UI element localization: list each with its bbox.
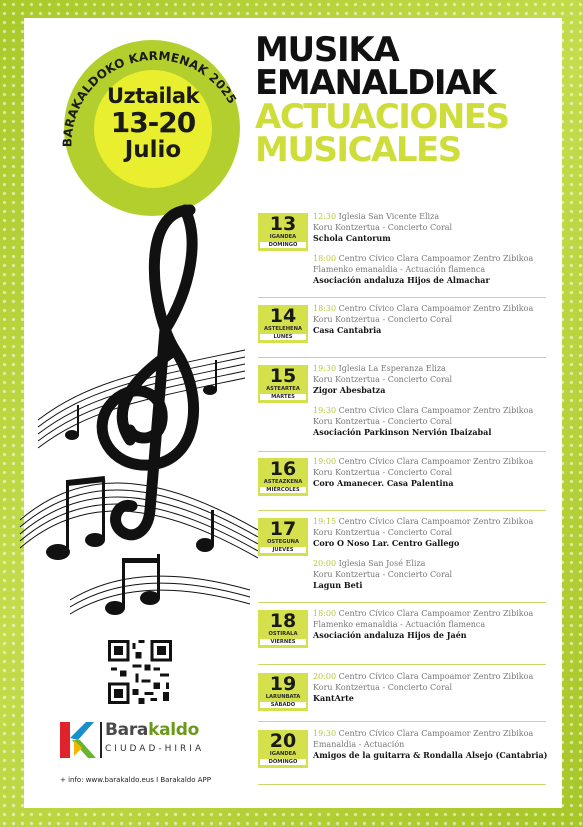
logo-name: Barakaldo	[105, 720, 200, 740]
slot-type: Koru Kontzertua - Concierto Coral	[313, 528, 453, 537]
slot-performer: Asociación Parkinson Nervión Ibaizabal	[313, 427, 492, 437]
slot-type: Koru Kontzertua - Concierto Coral	[313, 417, 453, 426]
slot-performer: Asociación andaluza Hijos de Jaén	[313, 630, 467, 640]
slot-performer: Amigos de la guitarra & Rondalla Alsejo (Cantabria)	[313, 750, 548, 760]
title-line-3: ACTUACIONES	[255, 96, 509, 137]
badge-arc-label: BARAKALDOKO KARMENAK 2025	[60, 48, 240, 148]
weekday-eu: ASTEARTEA	[266, 386, 300, 392]
slot-type: Koru Kontzertua - Concierto Coral	[313, 683, 453, 692]
weekday-es: VIERNES	[260, 639, 306, 646]
slot-performer: Asociación andaluza Hijos de Almachar	[313, 275, 490, 285]
day-number: 18	[269, 610, 297, 632]
event-slot	[313, 671, 533, 704]
slot-venue: Centro Cívico Clara Campoamor Zentro Zibikoa	[336, 254, 534, 263]
event-day-20	[258, 728, 546, 785]
weekday-es: SÁBADO	[260, 702, 306, 709]
event-slot	[313, 405, 533, 438]
slot-performer: Schola Cantorum	[313, 233, 391, 243]
slot-type: Koru Kontzertua - Concierto Coral	[313, 315, 453, 324]
slot-time: 18:00	[313, 254, 337, 263]
slot-time: 20:00	[313, 559, 337, 568]
weekday-eu: LARUNBATA	[265, 694, 301, 700]
slot-type: Emanaldia - Actuación	[313, 740, 405, 749]
date-box	[258, 730, 308, 768]
slot-venue: Iglesia San José Eliza	[336, 559, 426, 568]
weekday-es: DOMINGO	[260, 242, 306, 249]
weekday-eu: OSTIRALA	[268, 631, 298, 637]
date-box	[258, 365, 308, 403]
day-number: 20	[269, 730, 297, 752]
event-slot	[313, 456, 533, 489]
slot-time: 18:00	[313, 609, 337, 618]
slot-time: 19:15	[313, 517, 337, 526]
poster-title	[255, 30, 509, 170]
slot-type: Flamenko emanaldia - Actuación flamenca	[313, 620, 486, 629]
slot-performer: Coro Amanecer. Casa Palentina	[313, 478, 454, 488]
badge-month-eu: Uztailak	[106, 84, 200, 108]
barakaldo-logo-text	[105, 720, 204, 754]
slot-time-venue	[313, 608, 533, 619]
weekday-eu: ASTEAZKENA	[263, 479, 303, 485]
event-slot	[313, 558, 452, 591]
date-box	[258, 518, 308, 556]
date-box	[258, 305, 308, 343]
slot-venue: Iglesia La Esperanza Eliza	[336, 364, 446, 373]
weekday-es: JUEVES	[260, 547, 306, 554]
day-number: 17	[269, 518, 297, 540]
logo-subtitle: CIUDAD-HIRIA	[105, 744, 205, 754]
slot-type: Flamenko emanaldia - Actuación flamenca	[313, 265, 486, 274]
slot-time: 19:30	[313, 364, 337, 373]
slot-time: 19:30	[313, 406, 337, 415]
event-day-19	[258, 671, 546, 722]
treble-clef-illustration	[0, 180, 270, 630]
weekday-eu: ASTELEHENA	[264, 326, 302, 332]
day-number: 19	[269, 673, 297, 695]
event-day-17	[258, 516, 546, 603]
event-day-15	[258, 363, 546, 452]
weekday-es: MARTES	[260, 394, 306, 401]
weekday-es: MIÉRCOLES	[260, 487, 306, 494]
slot-venue: Centro Cívico Clara Campoamor Zentro Zibikoa	[336, 517, 534, 526]
event-day-16	[258, 456, 546, 511]
slot-time: 18:30	[313, 304, 337, 313]
slot-performer: Zigor Abesbatza	[313, 385, 386, 395]
slot-type: Koru Kontzertua - Concierto Coral	[313, 570, 453, 579]
weekday-eu: OSTEGUNA	[266, 539, 300, 545]
slot-type: Koru Kontzertua - Concierto Coral	[313, 223, 453, 232]
slot-performer: KantArte	[313, 693, 354, 703]
slot-venue: Centro Cívico Clara Campoamor Zentro Zibikoa	[336, 457, 534, 466]
badge-month-es: Julio	[124, 137, 182, 163]
event-slot	[313, 728, 547, 761]
event-slot	[313, 303, 533, 336]
day-number: 15	[269, 365, 297, 387]
slot-time: 19:30	[313, 729, 337, 738]
event-day-18	[258, 608, 546, 665]
slot-time-venue	[313, 211, 452, 222]
date-box	[258, 673, 308, 711]
slot-time: 19:00	[313, 457, 337, 466]
slot-time-venue	[313, 405, 533, 416]
day-number: 14	[269, 305, 297, 327]
slot-time: 12:30	[313, 212, 337, 221]
title-line-1: MUSIKA	[255, 30, 399, 70]
slot-performer: Coro O Noso Lar. Centro Gallego	[313, 538, 460, 548]
qr-code[interactable]	[108, 640, 172, 704]
slot-performer: Casa Cantabria	[313, 325, 382, 335]
slot-time-venue	[313, 558, 452, 569]
date-box	[258, 458, 308, 496]
weekday-eu: IGANDEA	[269, 234, 297, 240]
event-day-13	[258, 211, 546, 298]
event-day-14	[258, 303, 546, 358]
slot-time-venue	[313, 516, 533, 527]
event-slot	[313, 608, 533, 641]
slot-time-venue	[313, 363, 452, 374]
slot-venue: Centro Cívico Clara Campoamor Zentro Zibikoa	[336, 406, 534, 415]
slot-time: 20:00	[313, 672, 337, 681]
event-slot	[313, 363, 452, 396]
slot-venue: Centro Cívico Clara Campoamor Zentro Zibikoa	[336, 304, 534, 313]
slot-performer: Lagun Beti	[313, 580, 363, 590]
date-box	[258, 213, 308, 251]
day-number: 16	[269, 458, 297, 480]
slot-time-venue	[313, 456, 533, 467]
weekday-es: DOMINGO	[260, 759, 306, 766]
title-line-4: MUSICALES	[255, 129, 461, 170]
slot-type: Koru Kontzertua - Concierto Coral	[313, 375, 453, 384]
event-slot	[313, 516, 533, 549]
event-slot	[313, 253, 533, 286]
title-line-2: EMANALDIAK	[255, 63, 496, 104]
slot-time-venue	[313, 671, 533, 682]
info-line: + info: www.barakaldo.eus I Barakaldo APP	[60, 776, 211, 784]
slot-time-venue	[313, 253, 533, 264]
slot-time-venue	[313, 303, 533, 314]
slot-venue: Centro Cívico Clara Campoamor Zentro Zibikoa	[336, 672, 534, 681]
date-box	[258, 610, 308, 648]
day-number: 13	[269, 213, 297, 235]
slot-time-venue	[313, 728, 547, 739]
weekday-es: LUNES	[260, 334, 306, 341]
slot-venue: Centro Cívico Clara Campoamor Zentro Zibikoa	[336, 729, 534, 738]
slot-venue: Centro Cívico Clara Campoamor Zentro Zibikoa	[336, 609, 534, 618]
slot-venue: Iglesia San Vicente Eliza	[336, 212, 440, 221]
slot-type: Koru Kontzertua - Concierto Coral	[313, 468, 453, 477]
event-slot	[313, 211, 452, 244]
weekday-eu: IGANDEA	[269, 751, 297, 757]
badge-dates	[94, 86, 212, 162]
badge-day-range: 13-20	[110, 106, 196, 139]
